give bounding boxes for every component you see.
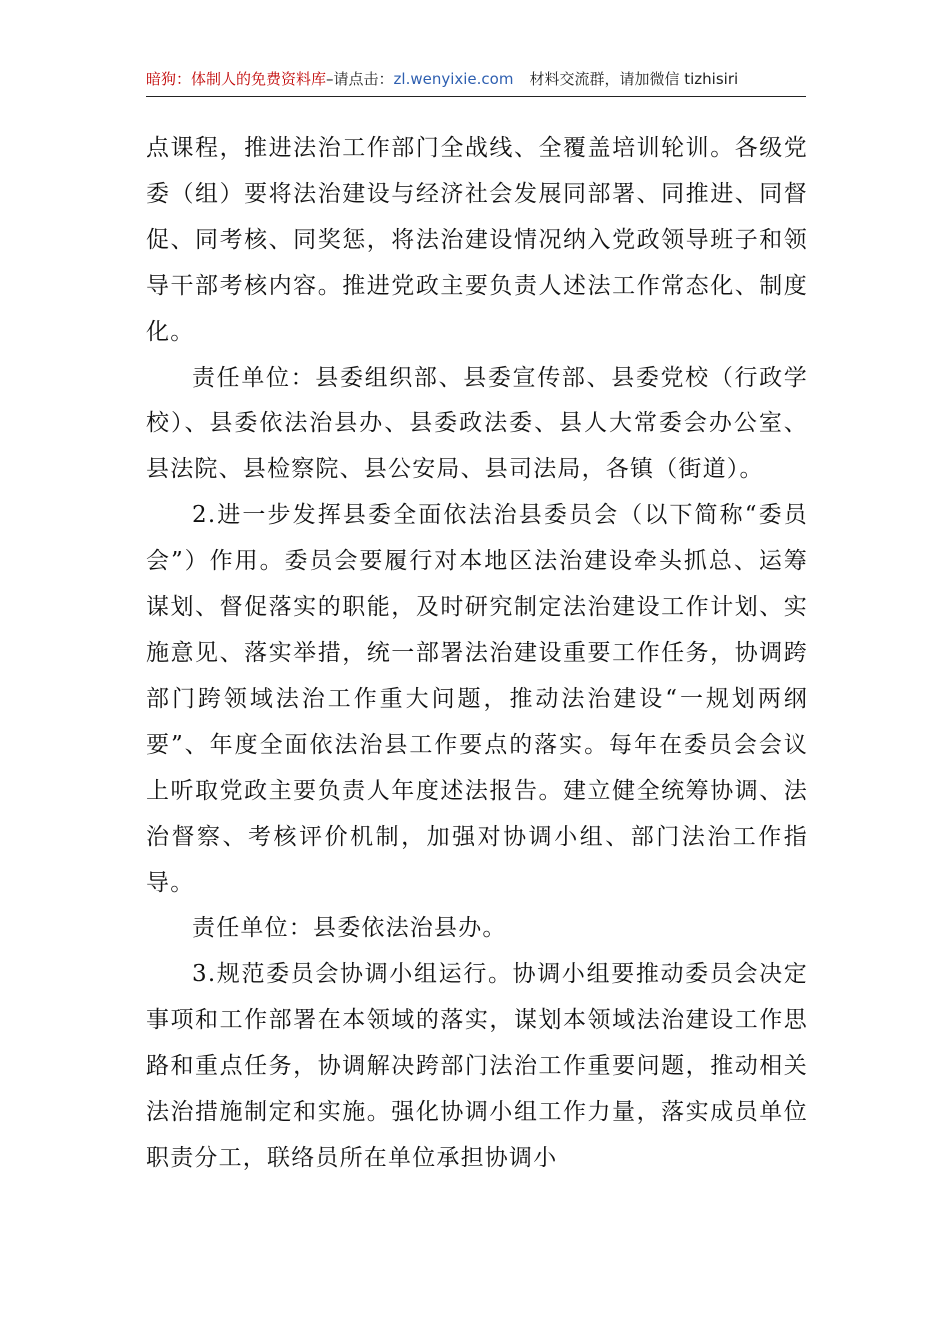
- header-link[interactable]: zl.wenyixie.com: [393, 70, 514, 88]
- page-header: [146, 62, 806, 97]
- paragraph-item-2: 2.进一步发挥县委全面依法治县委员会（以下简称“委员会”）作用。委员会要履行对本地区法治建设牵头抓总、运筹谋划、督促落实的职能，及时研究制定法治建设工作计划、实施意见、落实举措，统一部署法治建设重要工作任务，协调跨部门跨领域法治工作重大问题，推动法治建设“一规划两纲要”、年度全面依法治县工作要点的落实。每年在委员会会议上听取党政主要负责人年度述法报告。建立健全统筹协调、法治督察、考核评价机制，加强对协调小组、部门法治工作指导。: [146, 502, 808, 896]
- paragraph-item-3: 3.规范委员会协调小组运行。协调小组要推动委员会决定事项和工作部署在本领域的落实，谋划本领域法治建设工作思路和重点任务，协调解决跨部门法治工作重要问题，推动相关法治措施制定和实施。强化协调小组工作力量，落实成员单位职责分工，联络员所在单位承担协调小: [146, 961, 808, 1171]
- document-body: [146, 126, 808, 1182]
- header-brand: 暗狗：体制人的免费资料库: [146, 70, 327, 88]
- paragraph-responsible-units: 责任单位：县委依法治县办。: [192, 915, 507, 942]
- paragraph-continuation: 点课程，推进法治工作部门全战线、全覆盖培训轮训。各级党委（组）要将法治建设与经济社会发展同部署、同推进、同督促、同考核、同奖惩，将法治建设情况纳入党政领导班子和领导干部考核内容。推进党政主要负责人述法工作常态化、制度化。: [146, 135, 808, 345]
- header-contact: 材料交流群，请加微信 tizhisiri: [529, 70, 739, 88]
- header-link-prefix: –请点击：: [326, 70, 394, 88]
- paragraph-responsible-units: 责任单位：县委组织部、县委宣传部、县委党校（行政学校）、县委依法治县办、县委政法委、县人大常委会办公室、县法院、县检察院、县公安局、县司法局，各镇（街道）。: [146, 364, 808, 483]
